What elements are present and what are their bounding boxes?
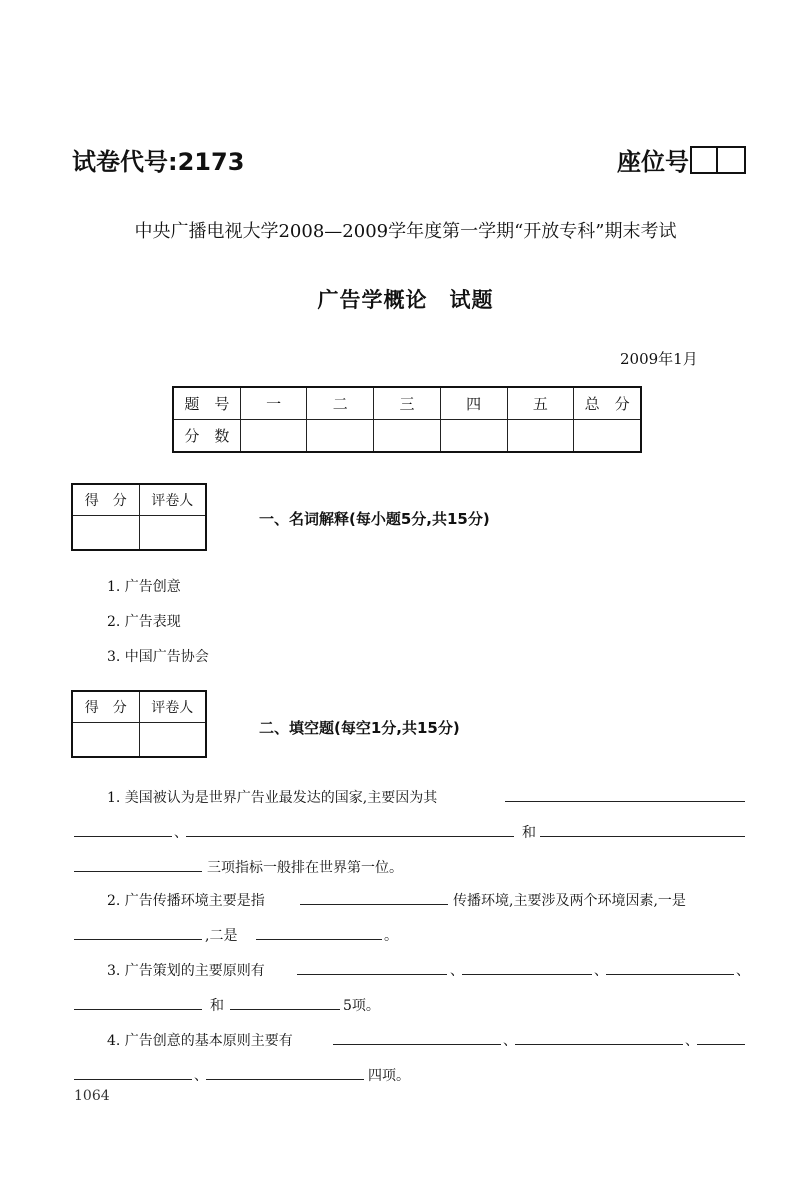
answer-blank[interactable]	[74, 1065, 192, 1080]
grader-input-cell[interactable]	[139, 723, 206, 758]
score-label: 得 分	[72, 484, 139, 516]
score-input-cell[interactable]	[72, 516, 139, 551]
seat-number-label: 座位号	[617, 148, 689, 176]
question-4-text: 4. 广告创意的基本原则主要有	[107, 1033, 293, 1049]
separator: 、	[174, 825, 188, 841]
exam-date: 2009年1月	[620, 350, 698, 368]
score-label: 得 分	[72, 691, 139, 723]
score-input-cell[interactable]	[507, 420, 574, 453]
answer-blank[interactable]	[186, 822, 514, 837]
answer-blank[interactable]	[300, 890, 448, 905]
separator: 、	[450, 963, 464, 979]
question-2-end: 。	[384, 928, 398, 944]
score-table-cell: 三	[374, 387, 441, 420]
separator: 、	[194, 1068, 208, 1084]
answer-blank[interactable]	[230, 995, 340, 1010]
question-1-text: 1. 美国被认为是世界广告业最发达的国家,主要因为其	[107, 790, 438, 806]
answer-blank[interactable]	[74, 857, 202, 872]
paper-title: 广告学概论 试题	[317, 288, 494, 312]
seat-number-box	[690, 146, 746, 174]
section-title: 二、填空题(每空1分,共15分)	[259, 719, 460, 737]
conjunction: 和	[210, 998, 224, 1014]
answer-blank[interactable]	[462, 960, 592, 975]
score-table-score-row	[173, 420, 641, 453]
question-2-text-b: 传播环境,主要涉及两个环境因素,一是	[453, 893, 686, 909]
score-input-cell[interactable]	[440, 420, 507, 453]
separator: 、	[736, 963, 750, 979]
grader-input-cell[interactable]	[139, 516, 206, 551]
question-1-end: 三项指标一般排在世界第一位。	[207, 860, 403, 876]
page-number: 1064	[74, 1088, 110, 1104]
answer-blank[interactable]	[256, 925, 382, 940]
score-table-cell: 分 数	[173, 420, 240, 453]
grader-label: 评卷人	[139, 484, 206, 516]
question-4-end: 四项。	[368, 1068, 410, 1084]
answer-blank[interactable]	[515, 1030, 683, 1045]
separator: 、	[594, 963, 608, 979]
question-3-text: 3. 广告策划的主要原则有	[107, 963, 265, 979]
score-table-cell: 二	[307, 387, 374, 420]
score-table-cell: 题 号	[173, 387, 240, 420]
list-item: 1. 广告创意	[107, 579, 181, 595]
score-input-cell[interactable]	[374, 420, 441, 453]
conjunction: 和	[522, 825, 536, 841]
question-3-end: 5项。	[343, 998, 380, 1014]
answer-blank[interactable]	[540, 822, 745, 837]
answer-blank[interactable]	[206, 1065, 364, 1080]
grader-box	[71, 483, 207, 551]
answer-blank[interactable]	[297, 960, 447, 975]
score-table-cell: 五	[507, 387, 574, 420]
score-table	[172, 386, 642, 453]
list-item: 2. 广告表现	[107, 614, 181, 630]
answer-blank[interactable]	[333, 1030, 501, 1045]
separator: 、	[685, 1033, 699, 1049]
answer-blank[interactable]	[74, 925, 202, 940]
list-item: 3. 中国广告协会	[107, 649, 209, 665]
question-2-text-c: ,二是	[205, 928, 238, 944]
score-table-cell: 四	[440, 387, 507, 420]
answer-blank[interactable]	[606, 960, 734, 975]
section-title: 一、名词解释(每小题5分,共15分)	[259, 510, 490, 528]
score-input-cell[interactable]	[307, 420, 374, 453]
exam-title: 中央广播电视大学2008—2009学年度第一学期“开放专科”期末考试	[134, 221, 677, 242]
score-input-cell[interactable]	[574, 420, 641, 453]
answer-blank[interactable]	[505, 787, 745, 802]
separator: 、	[503, 1033, 517, 1049]
score-table-cell: 总 分	[574, 387, 641, 420]
grader-box	[71, 690, 207, 758]
grader-label: 评卷人	[139, 691, 206, 723]
paper-code: 试卷代号:2173	[72, 148, 245, 176]
answer-blank[interactable]	[74, 995, 202, 1010]
question-2-text: 2. 广告传播环境主要是指	[107, 893, 265, 909]
score-input-cell[interactable]	[240, 420, 307, 453]
score-table-header-row	[173, 387, 641, 420]
score-input-cell[interactable]	[72, 723, 139, 758]
answer-blank[interactable]	[697, 1030, 745, 1045]
score-table-cell: 一	[240, 387, 307, 420]
answer-blank[interactable]	[74, 822, 172, 837]
